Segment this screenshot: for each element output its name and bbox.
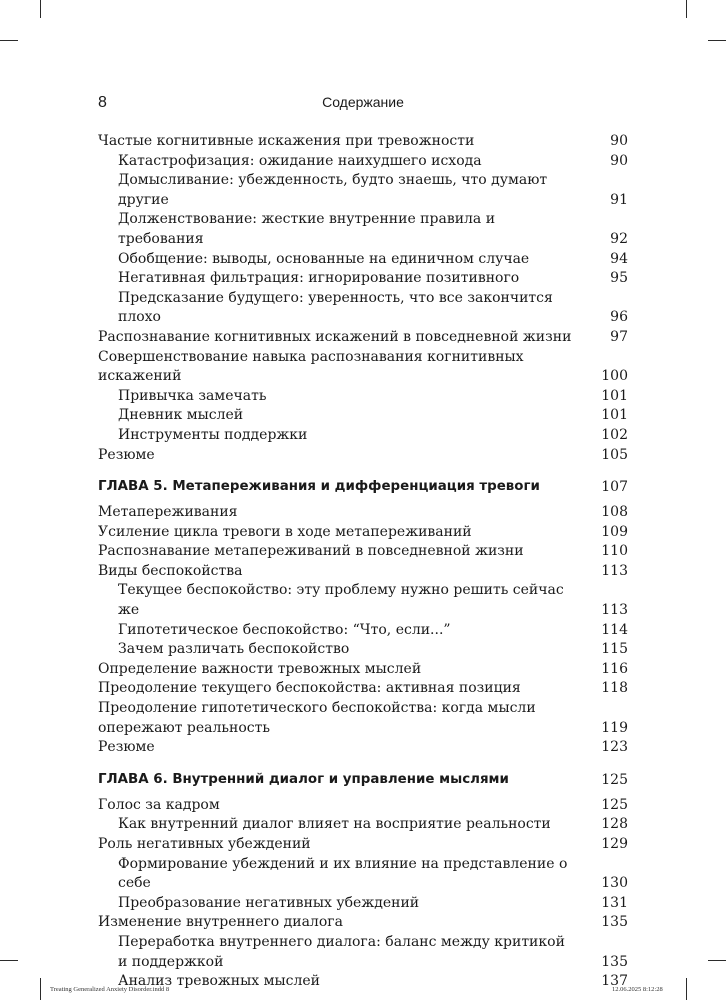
toc-entry	[98, 171, 628, 210]
toc-entry-page: 108	[601, 504, 628, 521]
toc-entry	[98, 152, 628, 172]
toc-entry-title: Предсказание будущего: уверенность, что все закончится плохо	[118, 289, 553, 326]
page-header	[98, 94, 628, 114]
toc-entry-page: 94	[610, 250, 628, 267]
table-of-contents	[98, 132, 628, 992]
crop-mark	[40, 0, 41, 18]
toc-entry-title: Текущее беспокойство: эту проблему нужно решить сейчас же	[118, 582, 564, 619]
toc-entry	[98, 640, 628, 660]
toc-entry-page: 102	[601, 426, 628, 443]
toc-entry-page: 91	[610, 191, 628, 208]
crop-mark	[708, 960, 726, 961]
toc-entry-title: Инструменты поддержки	[118, 426, 308, 443]
toc-entry-title: Распознавание когнитивных искажений в повседневной жизни	[98, 328, 572, 345]
crop-mark	[686, 978, 687, 1000]
crop-mark	[708, 40, 726, 41]
toc-entry-page: 95	[610, 270, 628, 287]
toc-entry	[98, 562, 628, 582]
toc-entry-title: Переработка внутреннего диалога: баланс между критикой и поддержкой	[118, 933, 565, 970]
toc-entry-page: 109	[601, 523, 628, 540]
toc-entry	[98, 250, 628, 270]
crop-mark	[686, 0, 687, 18]
toc-entry-page: 105	[601, 446, 628, 463]
toc-entry	[98, 835, 628, 855]
toc-entry	[98, 387, 628, 407]
toc-entry-title: Изменение внутреннего диалога	[98, 914, 343, 931]
toc-entry-title: ГЛАВА 6. Внутренний диалог и управление мыслями	[98, 771, 509, 787]
toc-entry-page: 96	[610, 309, 628, 326]
toc-entry	[98, 269, 628, 289]
toc-entry-title: Преодоление гипотетического беспокойства: когда мысли опережают реальность	[98, 700, 536, 736]
toc-entry	[98, 210, 628, 249]
toc-entry-page: 113	[601, 602, 628, 619]
toc-entry-title: Распознавание метапереживаний в повседневной жизни	[98, 543, 524, 560]
toc-entry-page: 114	[601, 621, 628, 638]
toc-entry-title: Обобщение: выводы, основанные на единичном случае	[118, 250, 530, 267]
toc-entry	[98, 913, 628, 933]
toc-entry-page: 123	[601, 739, 628, 756]
toc-entry	[98, 348, 628, 387]
toc-entry-title: Частые когнитивные искажения при тревожности	[98, 133, 475, 149]
toc-entry	[98, 972, 628, 992]
toc-entry-title: Голос за кадром	[98, 796, 220, 813]
toc-entry-title: Роль негативных убеждений	[98, 836, 311, 852]
toc-entry	[98, 523, 628, 543]
toc-entry-page: 135	[601, 953, 628, 970]
crop-mark	[40, 978, 41, 1000]
toc-entry-page: 119	[601, 719, 628, 736]
toc-entry-title: Гипотетическое беспокойство: “Что, если...”	[118, 621, 451, 638]
page-title: Содержание	[322, 94, 404, 110]
toc-entry-page: 97	[610, 328, 628, 345]
toc-chapter-heading	[98, 477, 628, 497]
toc-entry-page: 131	[601, 894, 628, 911]
footer-file-name: Treating Generalized Anxiety Disorder.indd 8	[50, 986, 170, 993]
toc-entry-title: Преобразование негативных убеждений	[118, 894, 420, 911]
toc-entry	[98, 738, 628, 758]
toc-entry-title: Катастрофизация: ожидание наихудшего исхода	[118, 152, 482, 169]
toc-entry-title: Резюме	[98, 446, 155, 463]
toc-entry-page: 100	[601, 368, 628, 385]
footer-timestamp: 12.06.2025 8:12:28	[612, 986, 663, 993]
toc-entry-title: Виды беспокойства	[98, 562, 243, 579]
toc-entry	[98, 815, 628, 835]
toc-entry-page: 90	[610, 152, 628, 169]
toc-entry-title: Усиление цикла тревоги в ходе метапереживаний	[98, 523, 472, 540]
toc-entry-page: 101	[601, 387, 628, 404]
toc-entry-title: Зачем различать беспокойство	[118, 641, 350, 658]
toc-entry	[98, 660, 628, 680]
toc-entry-title: Как внутренний диалог влияет на восприятие реальности	[118, 816, 551, 833]
toc-entry	[98, 699, 628, 738]
toc-entry-page: 101	[601, 407, 628, 424]
toc-entry-title: ГЛАВА 5. Метапереживания и дифференциация тревоги	[98, 479, 540, 495]
toc-entry-title: Дневник мыслей	[118, 407, 244, 424]
crop-mark	[0, 960, 18, 961]
toc-entry-title: Домысливание: убежденность, будто знаешь, что думают другие	[118, 172, 548, 208]
toc-entry-page: 130	[601, 875, 628, 892]
toc-entry-title: Резюме	[98, 739, 155, 756]
toc-entry-page: 128	[601, 816, 628, 833]
toc-entry-page: 116	[601, 660, 628, 677]
toc-entry	[98, 679, 628, 699]
toc-entry-page: 115	[601, 641, 628, 658]
toc-entry-title: Метапереживания	[98, 504, 238, 521]
toc-entry-page: 125	[601, 771, 628, 788]
toc-entry	[98, 132, 628, 152]
toc-entry	[98, 621, 628, 641]
toc-entry-page: 90	[610, 133, 628, 149]
toc-entry-title: Долженствование: жесткие внутренние правила и требования	[118, 211, 496, 247]
toc-entry-page: 135	[601, 914, 628, 931]
crop-mark	[0, 40, 18, 41]
toc-entry	[98, 406, 628, 426]
toc-entry-title: Преодоление текущего беспокойства: активная позиция	[98, 680, 521, 697]
toc-entry	[98, 855, 628, 894]
toc-entry	[98, 542, 628, 562]
toc-entry-title: Анализ тревожных мыслей	[118, 973, 320, 990]
toc-entry	[98, 581, 628, 620]
toc-entry-title: Формирование убеждений и их влияние на представление о себе	[118, 855, 568, 892]
page-number: 8	[98, 94, 107, 111]
toc-entry-title: Совершенствование навыка распознавания когнитивных искажений	[98, 348, 524, 385]
toc-entry	[98, 289, 628, 328]
toc-entry	[98, 933, 628, 972]
toc-entry-title: Определение важности тревожных мыслей	[98, 660, 422, 677]
toc-entry	[98, 426, 628, 446]
toc-entry	[98, 328, 628, 348]
toc-entry	[98, 503, 628, 523]
toc-entry	[98, 446, 628, 466]
toc-entry	[98, 796, 628, 816]
toc-entry-title: Привычка замечать	[118, 387, 267, 404]
toc-entry	[98, 894, 628, 914]
toc-entry-page: 113	[601, 562, 628, 579]
toc-entry-page: 129	[601, 836, 628, 852]
toc-entry-page: 137	[601, 973, 628, 990]
toc-chapter-heading	[98, 770, 628, 790]
toc-entry-page: 118	[601, 680, 628, 697]
toc-entry-title: Негативная фильтрация: игнорирование позитивного	[118, 270, 520, 287]
toc-entry-page: 92	[610, 230, 628, 247]
toc-entry-page: 107	[601, 479, 628, 496]
toc-entry-page: 110	[601, 543, 628, 560]
toc-entry-page: 125	[601, 796, 628, 813]
